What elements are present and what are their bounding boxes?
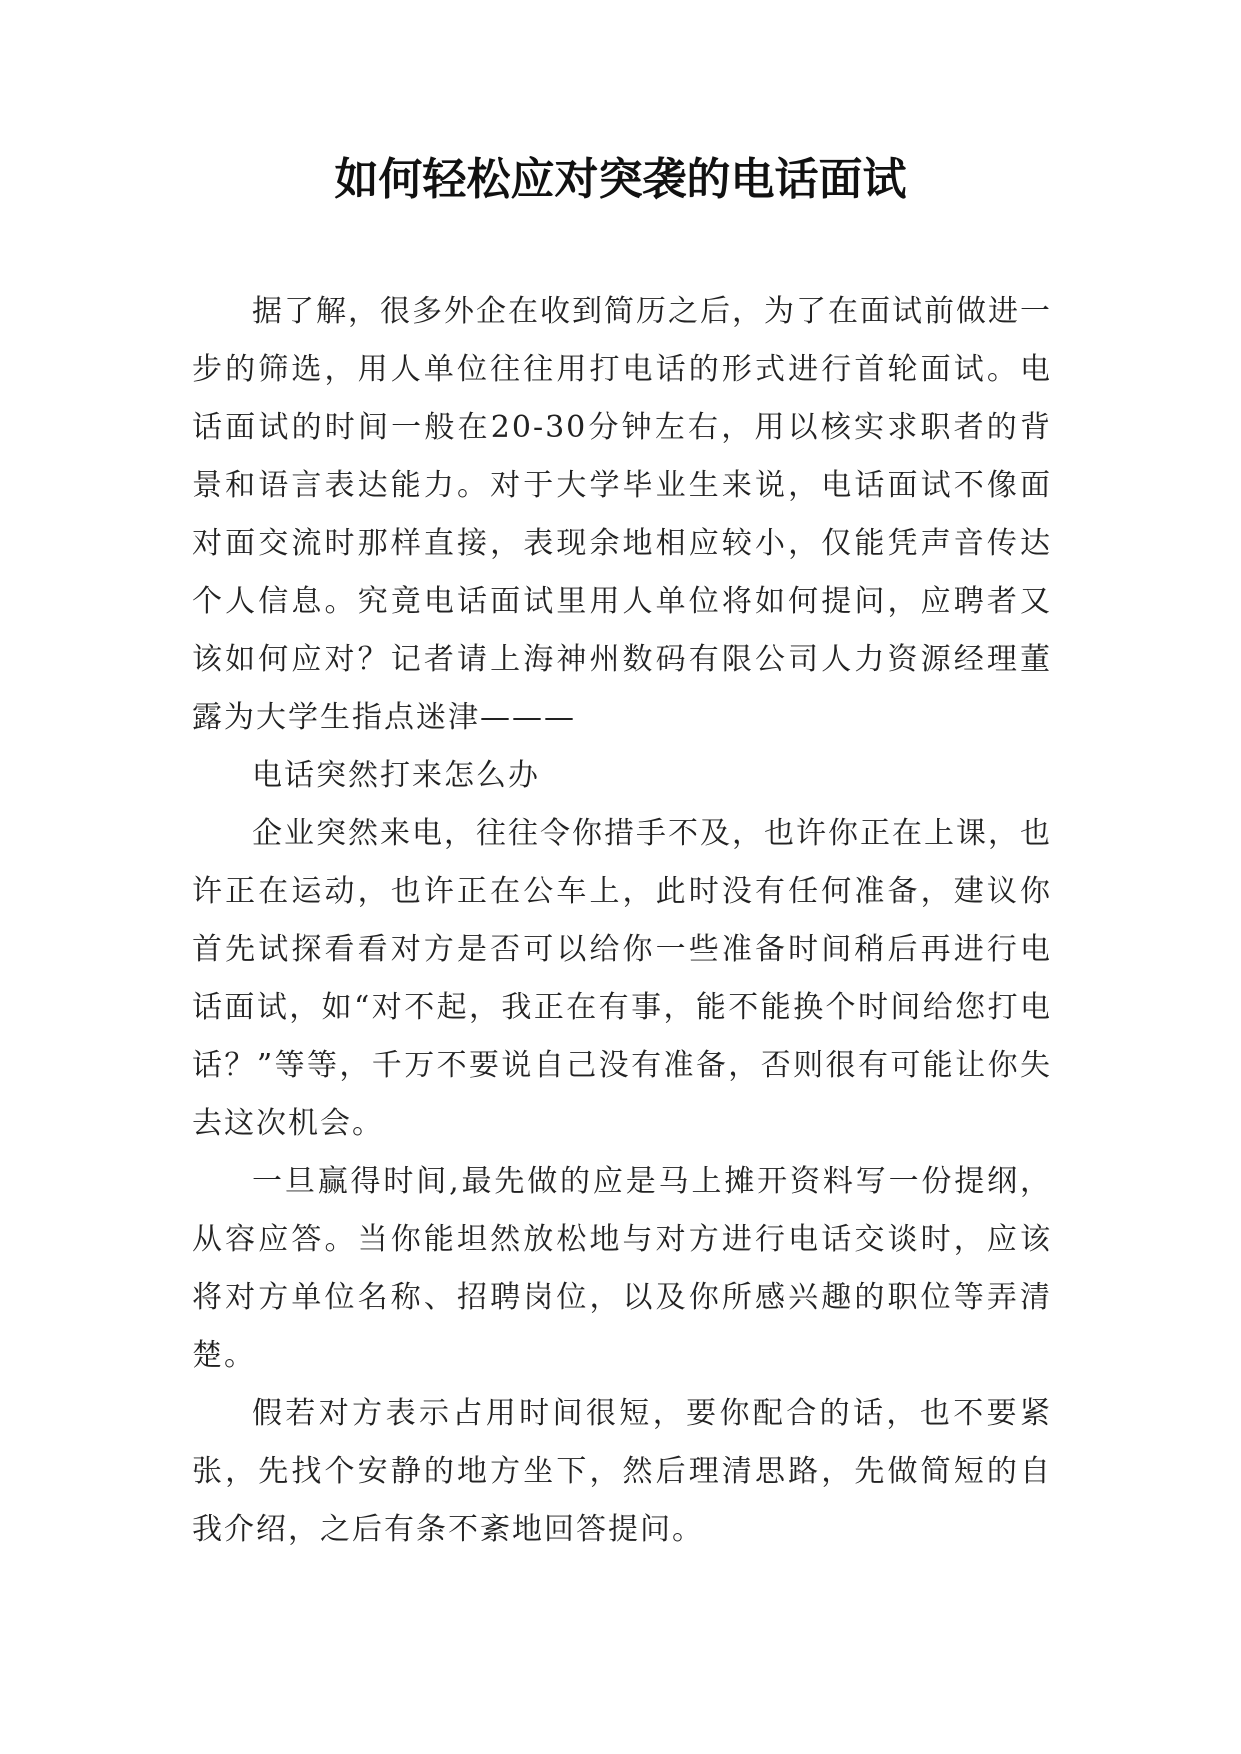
paragraph-sudden-call: 企业突然来电，往往令你措手不及，也许你正在上课，也许正在运动，也许正在公车上，此时没有任何准备，建议你首先试探看看对方是否可以给你一些准备时间稍后再进行电话面试，如“对不起，我正在有事，能不能换个时间给您打电话？”等等，千万不要说自己没有准备，否则很有可能让你失去这次机会。 [192,816,1052,1141]
document-body [192,283,1052,1559]
paragraph-intro: 据了解，很多外企在收到简历之后，为了在面试前做进一步的筛选，用人单位往往用打电话的形式进行首轮面试。电话面试的时间一般在20-30分钟左右，用以核实求职者的背景和语言表达能力。对于大学毕业生来说，电话面试不像面对面交流时那样直接，表现余地相应较小，仅能凭声音传达个人信息。究竟电话面试里用人单位将如何提问，应聘者又该如何应对？记者请上海神州数码有限公司人力资源经理董露为大学生指点迷津——— [192,294,1052,735]
section-heading: 电话突然打来怎么办 [252,758,540,793]
document-title: 如何轻松应对突袭的电话面试 [334,154,907,205]
paragraph-prepare-outline: 一旦赢得时间,最先做的应是马上摊开资料写一份提纲，从容应答。当你能坦然放松地与对方进行电话交谈时，应该将对方单位名称、招聘岗位，以及你所感兴趣的职位等弄清楚。 [192,1164,1052,1373]
paragraph-stay-calm: 假若对方表示占用时间很短，要你配合的话，也不要紧张，先找个安静的地方坐下，然后理清思路，先做简短的自我介绍，之后有条不紊地回答提问。 [192,1396,1052,1547]
